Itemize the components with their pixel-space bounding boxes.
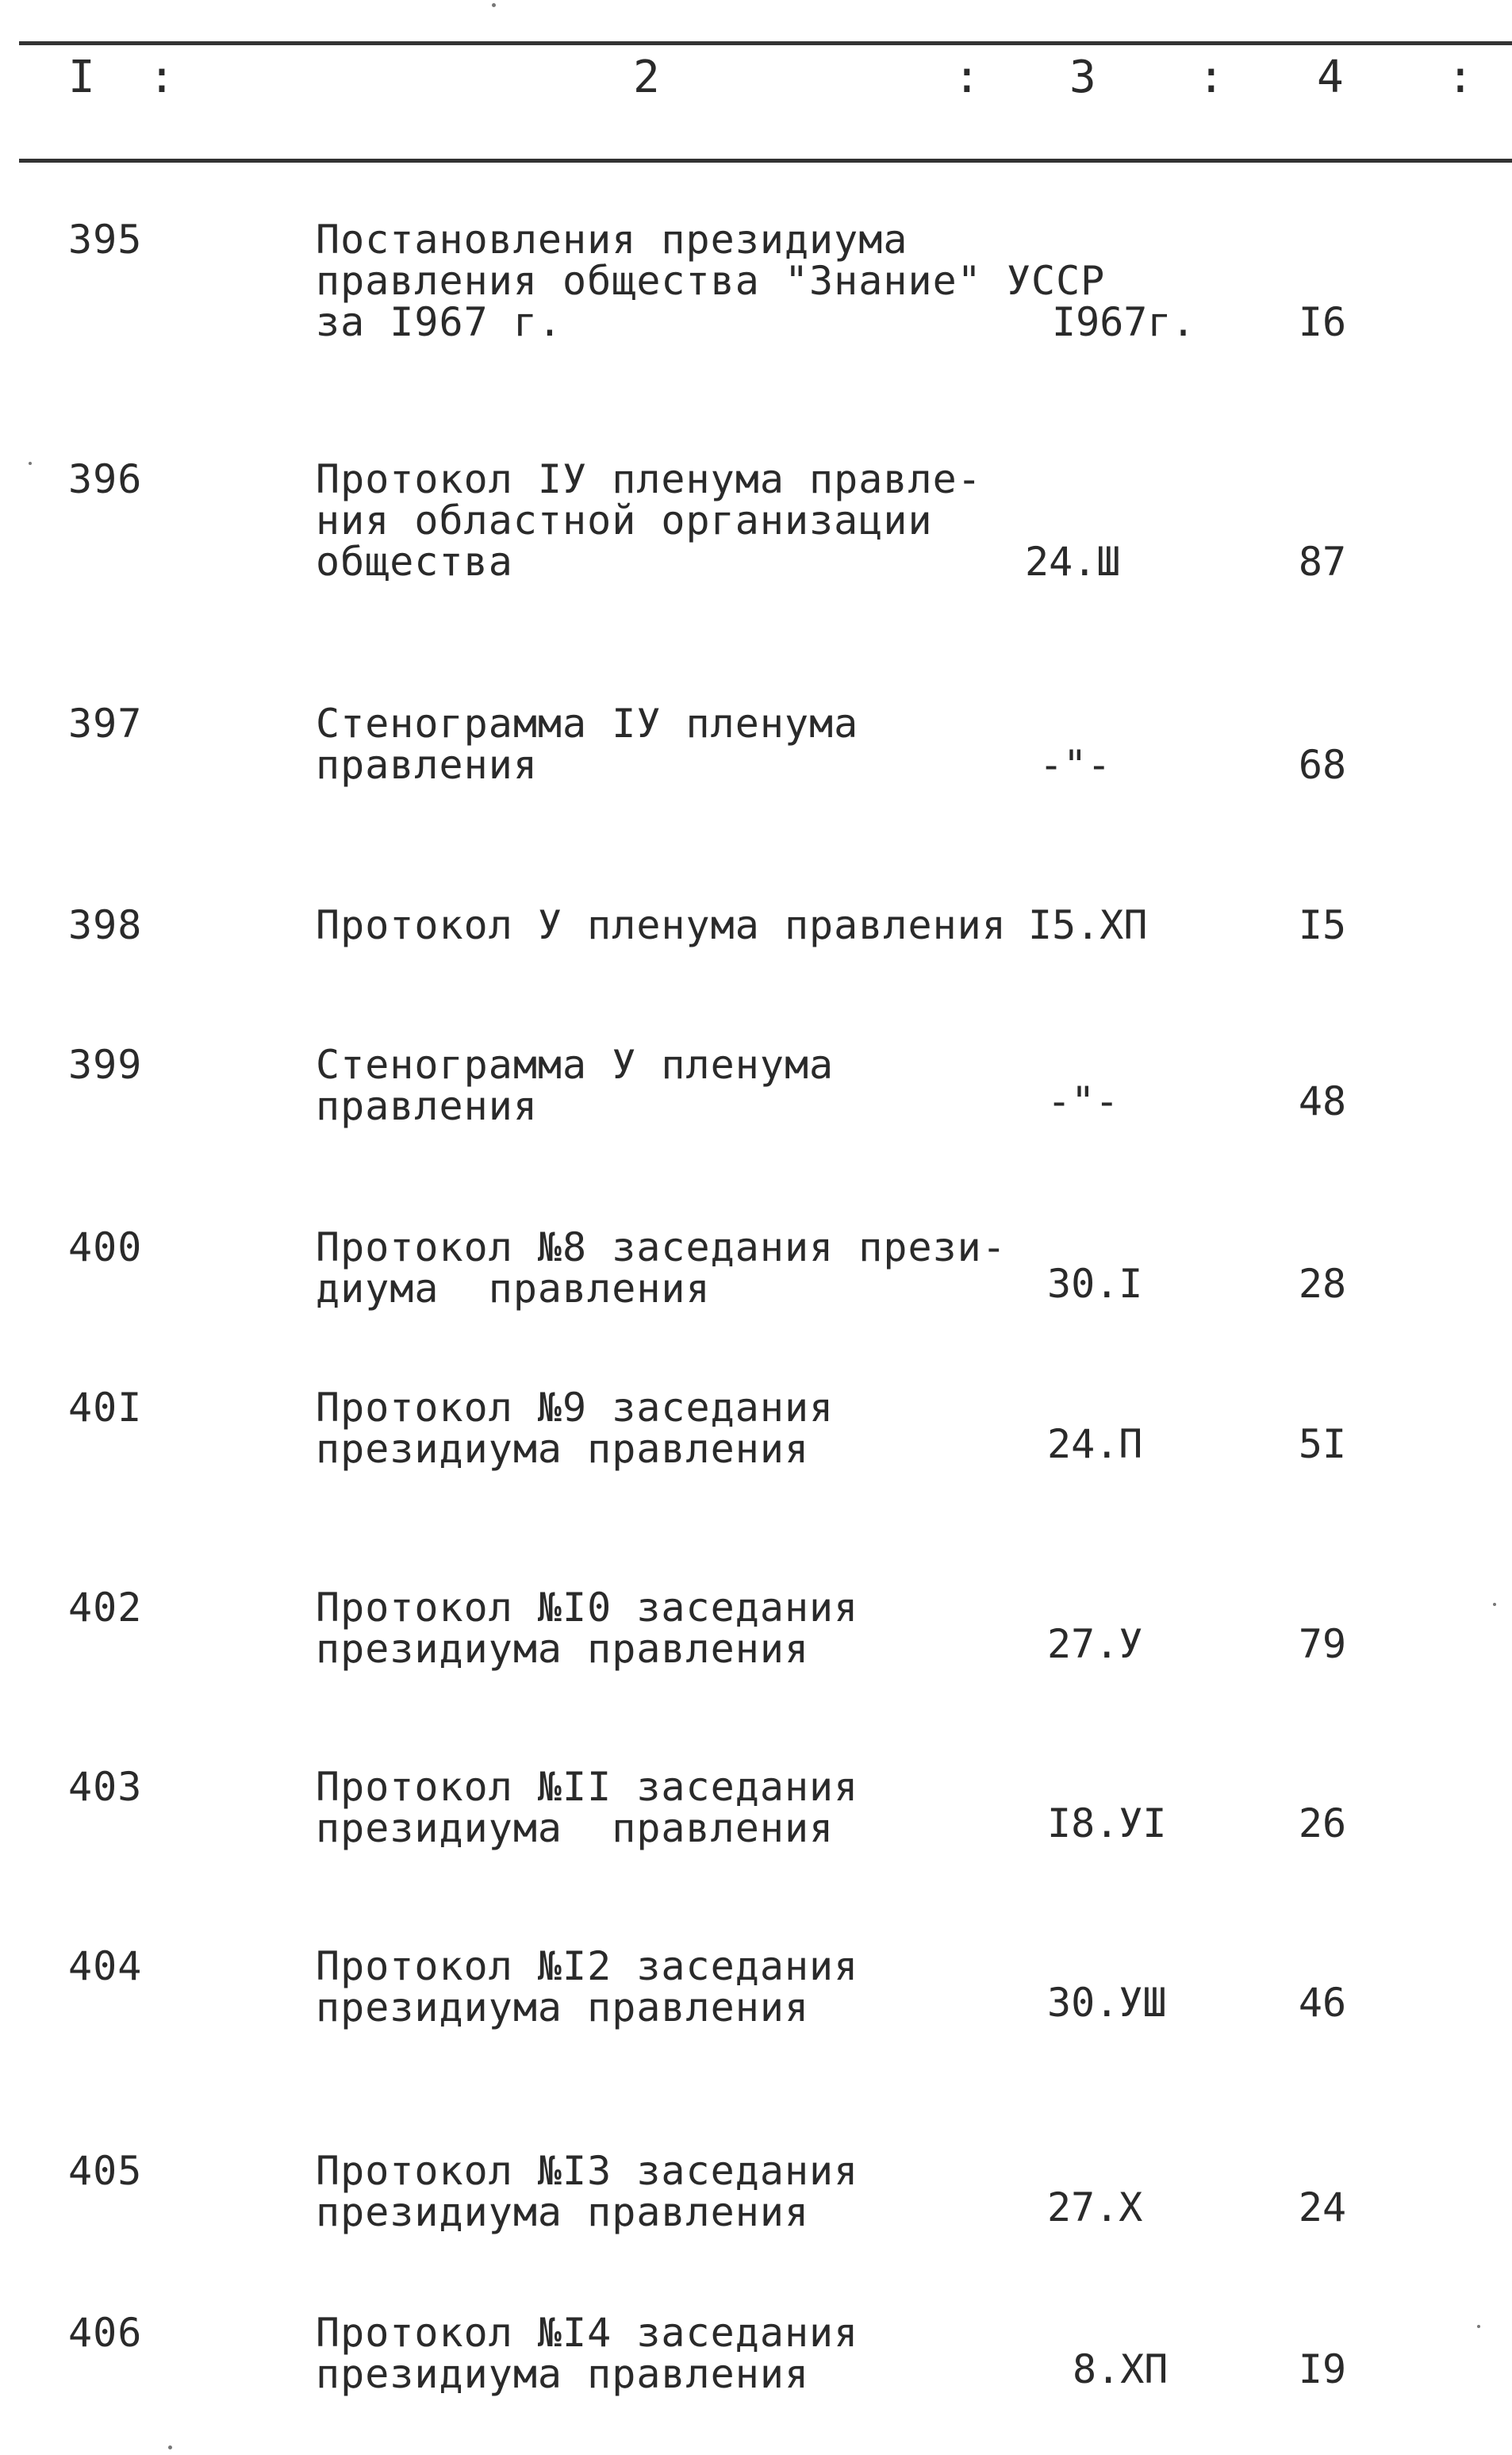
row-number: 398 [68,902,143,948]
row-title [316,456,1030,585]
row-title [316,1387,1030,1470]
row-title-line: Протокол №8 заседания прези- [316,1224,1007,1270]
row-date: -"- [1039,742,1111,788]
row-title-line: общества [316,539,513,585]
row-date: 27.Х [1047,2184,1143,2230]
header-col-1: I : [68,52,175,103]
row-title [316,2312,1030,2395]
row-title-line: президиума правления [316,1984,810,2030]
row-title-line: правления [316,1083,538,1129]
header-top-rule [19,41,1512,45]
header-col-2: 2 [633,52,660,103]
row-sheets: 26 [1298,1800,1347,1846]
row-date: 30.I [1047,1261,1143,1307]
row-date: 8.ХП [1073,2346,1169,2392]
row-sheets: 28 [1298,1261,1347,1307]
row-sheets: 68 [1298,742,1347,788]
row-title-line: Протокол №I4 заседания [316,2310,859,2356]
row-title-line: диума правления [316,1266,711,1312]
row-title [316,902,1030,948]
row-title-line: Протокол №II заседания [316,1764,859,1810]
row-title-line: правления общества "Знание" УССР [316,258,1106,304]
header-sep-3: : [1198,52,1225,103]
row-sheets: 5I [1298,1421,1347,1467]
row-title [316,1224,1030,1312]
row-title [316,703,1030,786]
row-date: 24.Ш [1025,539,1121,585]
row-number: 399 [68,1042,143,1088]
row-title-line: Постановления президиума [316,217,908,263]
row-number: 404 [68,1943,143,1989]
scan-speck [1477,2325,1480,2328]
row-title [316,1766,1030,1849]
row-number: 403 [68,1764,143,1810]
row-title-line: Протокол IУ пленума правле- [316,456,982,502]
row-title-line: президиума правления [316,2351,810,2397]
row-title-line: президиума правления [316,1426,810,1472]
scan-speck [168,2445,172,2449]
row-sheets: 46 [1298,1980,1347,2026]
row-number: 402 [68,1585,143,1631]
row-title-line: Протокол №I0 заседания [316,1585,859,1631]
row-number: 40I [68,1385,143,1431]
row-number: 400 [68,1224,143,1270]
row-title-line: ния областной организации [316,498,933,544]
header-col-3: 3 [1069,52,1096,103]
scan-speck [1493,1603,1496,1606]
row-date: 30.УШ [1047,1980,1167,2026]
row-title-line: Протокол У пленума правления [316,902,1007,948]
row-title-line: правления [316,742,538,788]
row-title [316,1943,1030,2030]
row-number: 405 [68,2148,143,2194]
row-date: I5.ХП [1028,902,1148,948]
row-title [316,2150,1030,2233]
row-sheets: 48 [1298,1078,1347,1124]
header-col-4: 4 [1317,52,1344,103]
row-title-line: Стенограмма У пленума [316,1042,835,1088]
row-sheets: 79 [1298,1621,1347,1667]
row-date: 24.П [1047,1421,1143,1467]
row-title-line: Стенограмма IУ пленума [316,701,859,747]
row-number: 397 [68,701,143,747]
row-sheets: I9 [1298,2346,1347,2392]
row-date: I8.УI [1047,1800,1167,1846]
header-sep-2: : [954,52,980,103]
row-title-line: президиума правления [316,1805,835,1851]
row-sheets: 24 [1298,2184,1347,2230]
row-title-line: Протокол №I2 заседания [316,1943,859,1989]
row-title-line: президиума правления [316,1626,810,1672]
header-bottom-rule [19,159,1512,163]
row-sheets: I5 [1298,902,1347,948]
row-title-line: за I967 г. [316,299,563,345]
header-sep-4: : [1447,52,1474,103]
row-number: 406 [68,2310,143,2356]
row-sheets: I6 [1298,299,1347,345]
row-title-line: Протокол №I3 заседания [316,2148,859,2194]
row-title [316,217,1106,345]
scan-speck [29,462,32,465]
row-title-line: Протокол №9 заседания [316,1385,835,1431]
row-date: 27.У [1047,1621,1143,1667]
row-number: 396 [68,456,143,502]
row-title [316,1044,1030,1127]
row-title [316,1585,1030,1672]
row-sheets: 87 [1298,539,1347,585]
row-number: 395 [68,217,143,263]
row-date: -"- [1047,1078,1119,1124]
scan-speck [492,3,496,7]
row-date: I967г. [1052,299,1195,345]
row-title-line: президиума правления [316,2189,810,2235]
